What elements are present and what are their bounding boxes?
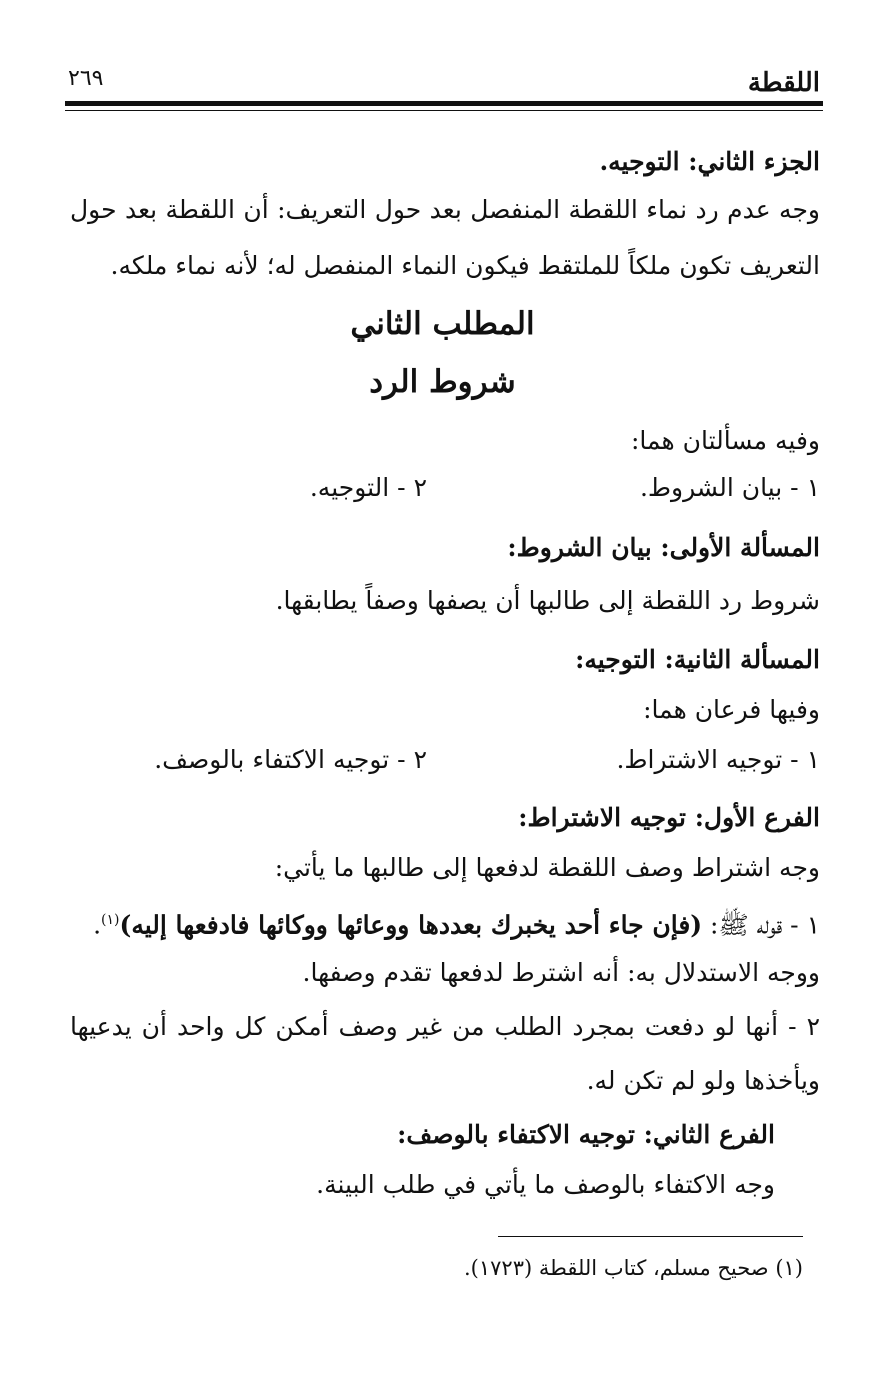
issue1-text: شروط رد اللقطة إلى طالبها أن يصفها وصفاً يطابقها.: [275, 586, 820, 615]
proof1-line: [93, 903, 820, 942]
proof1-inference: ووجه الاستدلال به: أنه اشترط لدفعها تقدم وصفها.: [302, 958, 820, 987]
branch1-intro: وجه اشتراط وصف اللقطة لدفعها إلى طالبها ما يأتي:: [274, 853, 820, 882]
page-number: ٢٦٩: [68, 66, 104, 91]
proof2-line1: ٢ - أنها لو دفعت بمجرد الطلب من غير وصف أمكن كل واحد أن يدعيها: [70, 1012, 820, 1041]
running-header-title: اللقطة: [747, 68, 820, 98]
branch-list-item-1: ١ - توجيه الاشتراط.: [616, 745, 820, 774]
part2-text-line2: التعريف تكون ملكاً للملتقط فيكون النماء المنفصل له؛ لأنه نماء ملكه.: [110, 251, 820, 280]
branch2-heading: الفرع الثاني: توجيه الاكتفاء بالوصف:: [397, 1120, 775, 1149]
proof1-end: .: [93, 910, 102, 940]
hadith-quote: (فإن جاء أحد يخبرك بعددها ووعائها ووكائها فادفعها إليه): [119, 910, 703, 940]
part2-heading: الجزء الثاني: التوجيه.: [599, 147, 820, 176]
branch1-heading: الفرع الأول: توجيه الاشتراط:: [518, 803, 820, 832]
intro-two-branches: وفيها فرعان هما:: [643, 695, 820, 724]
footnote-marker[interactable]: (١): [101, 912, 120, 928]
section-title: المطلب الثاني: [350, 306, 535, 342]
branch-list-item-2: ٢ - توجيه الاكتفاء بالوصف.: [154, 745, 427, 774]
proof2-line2: ويأخذها ولو لم تكن له.: [586, 1066, 820, 1095]
footnote-1: (١) صحيح مسلم، كتاب اللقطة (١٧٢٣).: [463, 1256, 803, 1280]
proof1-prefix: ١ - قوله ﷺ:: [702, 910, 820, 940]
intro-two-issues: وفيه مسألتان هما:: [631, 426, 820, 455]
footnote-separator: [498, 1236, 803, 1237]
header-rule-thick: [65, 101, 823, 106]
section-subtitle: شروط الرد: [369, 364, 516, 400]
issue1-heading: المسألة الأولى: بيان الشروط:: [507, 533, 820, 562]
issue-list-item-2: ٢ - التوجيه.: [309, 473, 427, 502]
issue2-heading: المسألة الثانية: التوجيه:: [575, 645, 820, 674]
branch2-intro: وجه الاكتفاء بالوصف ما يأتي في طلب البينة.: [316, 1170, 775, 1199]
issue-list-item-1: ١ - بيان الشروط.: [639, 473, 820, 502]
part2-text-line1: وجه عدم رد نماء اللقطة المنفصل بعد حول التعريف: أن اللقطة بعد حول: [70, 195, 820, 224]
header-rule-thin: [65, 110, 823, 111]
